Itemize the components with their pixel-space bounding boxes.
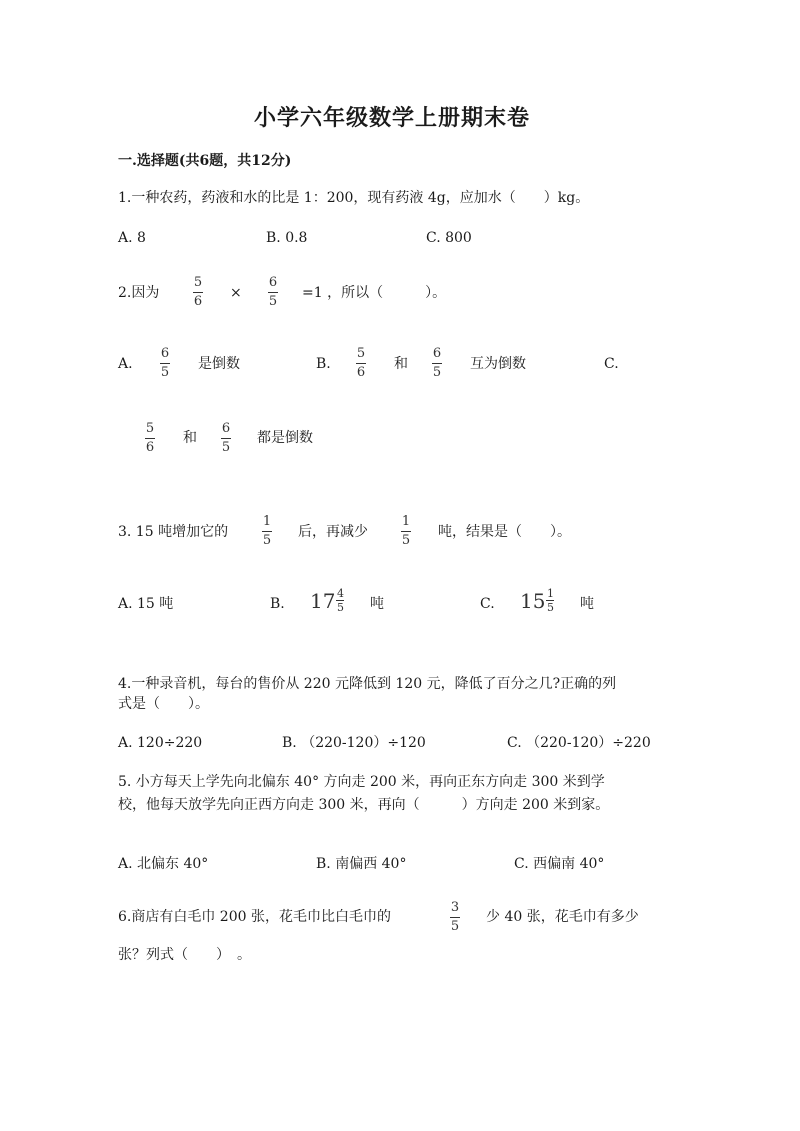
question-1-option-c: C. 800 xyxy=(426,230,472,246)
question-3-option-b-label: B. xyxy=(270,596,285,612)
question-3-prefix: 3. 15 吨增加它的 xyxy=(118,524,229,540)
question-6-line-2: 张？列式（ ） 。 xyxy=(118,947,251,963)
question-1-option-a: A. 8 xyxy=(118,230,146,246)
numerator: 6 xyxy=(160,346,170,361)
question-5-line-2: 校，他每天放学先向正西方向走 300 米，再向（ ）方向走 200 米到家。 xyxy=(118,797,610,813)
numerator: 5 xyxy=(145,421,155,436)
numerator: 6 xyxy=(432,346,442,361)
numerator: 1 xyxy=(546,587,554,600)
denominator: 5 xyxy=(450,919,460,934)
question-3-option-a: A. 15 吨 xyxy=(118,596,174,612)
denominator: 5 xyxy=(221,440,231,455)
fraction xyxy=(546,588,554,613)
question-4-option-b: B. （220-120）÷120 xyxy=(282,735,426,751)
denominator: 5 xyxy=(262,533,272,548)
question-4-option-a: A. 120÷220 xyxy=(118,735,203,751)
denominator: 5 xyxy=(268,294,278,309)
page-title: 小学六年级数学上册期末卷 xyxy=(254,105,531,131)
numerator: 1 xyxy=(401,514,411,529)
mixed-number-whole: 17 xyxy=(310,588,336,613)
fraction xyxy=(193,276,203,309)
denominator: 5 xyxy=(432,365,442,380)
question-2-option-c-and: 和 xyxy=(183,430,197,446)
mixed-number-whole: 15 xyxy=(520,588,546,613)
question-2-option-b-and: 和 xyxy=(394,356,408,372)
question-5-option-c: C. 西偏南 40° xyxy=(514,856,605,872)
question-1-stem: 1.一种农药，药液和水的比是 1：200，现有药液 4g，应加水（ ）kg。 xyxy=(118,190,590,206)
question-2-option-b-label: B. xyxy=(316,356,331,372)
question-2-option-c-text: 都是倒数 xyxy=(257,430,313,446)
question-2-suffix: =1 ，所以（ ）。 xyxy=(302,285,447,301)
fraction xyxy=(268,276,278,309)
question-2-prefix: 2.因为 xyxy=(118,285,160,301)
numerator: 4 xyxy=(336,587,344,600)
fraction xyxy=(221,422,231,455)
denominator: 5 xyxy=(160,365,170,380)
question-2-option-b-text: 互为倒数 xyxy=(470,356,526,372)
numerator: 1 xyxy=(262,514,272,529)
question-2-option-a-text: 是倒数 xyxy=(198,356,240,372)
question-3-suffix: 吨，结果是（ ）。 xyxy=(438,524,571,540)
question-2-option-c-label: C. xyxy=(604,356,619,372)
question-4-option-c: C. （220-120）÷220 xyxy=(507,735,651,751)
denominator: 6 xyxy=(193,294,203,309)
fraction xyxy=(160,347,170,380)
question-5-line-1: 5. 小方每天上学先向北偏东 40° 方向走 200 米，再向正东方向走 300 米到学 xyxy=(118,774,605,790)
question-1-option-b: B. 0.8 xyxy=(266,230,308,246)
numerator: 6 xyxy=(268,275,278,290)
question-3-option-b-unit: 吨 xyxy=(370,596,384,612)
question-3-mid: 后，再减少 xyxy=(298,524,368,540)
question-3-option-c-label: C. xyxy=(480,596,495,612)
fraction xyxy=(401,515,411,548)
denominator: 5 xyxy=(546,601,554,614)
numerator: 3 xyxy=(450,900,460,915)
fraction xyxy=(262,515,272,548)
denominator: 6 xyxy=(145,440,155,455)
question-2-option-a-label: A. xyxy=(118,356,133,372)
numerator: 5 xyxy=(356,346,366,361)
section-heading: 一.选择题(共6题，共12分) xyxy=(118,153,292,169)
denominator: 5 xyxy=(336,601,344,614)
fraction xyxy=(336,588,344,613)
fraction xyxy=(432,347,442,380)
fraction xyxy=(450,901,460,934)
question-4-line-1: 4.一种录音机，每台的售价从 220 元降低到 120 元，降低了百分之几?正确的列 xyxy=(118,676,617,692)
question-6-suffix: 少 40 张，花毛巾有多少 xyxy=(486,909,639,925)
numerator: 6 xyxy=(221,421,231,436)
question-5-option-a: A. 北偏东 40° xyxy=(118,856,209,872)
denominator: 6 xyxy=(356,365,366,380)
question-3-option-c-unit: 吨 xyxy=(580,596,594,612)
fraction xyxy=(145,422,155,455)
numerator: 5 xyxy=(193,275,203,290)
denominator: 5 xyxy=(401,533,411,548)
times-sign: × xyxy=(230,285,242,301)
mixed-number xyxy=(520,588,554,613)
question-5-option-b: B. 南偏西 40° xyxy=(316,856,407,872)
fraction xyxy=(356,347,366,380)
question-6-prefix: 6.商店有白毛巾 200 张，花毛巾比白毛巾的 xyxy=(118,909,391,925)
question-4-line-2: 式是（ ）。 xyxy=(118,696,209,712)
mixed-number xyxy=(310,588,344,613)
